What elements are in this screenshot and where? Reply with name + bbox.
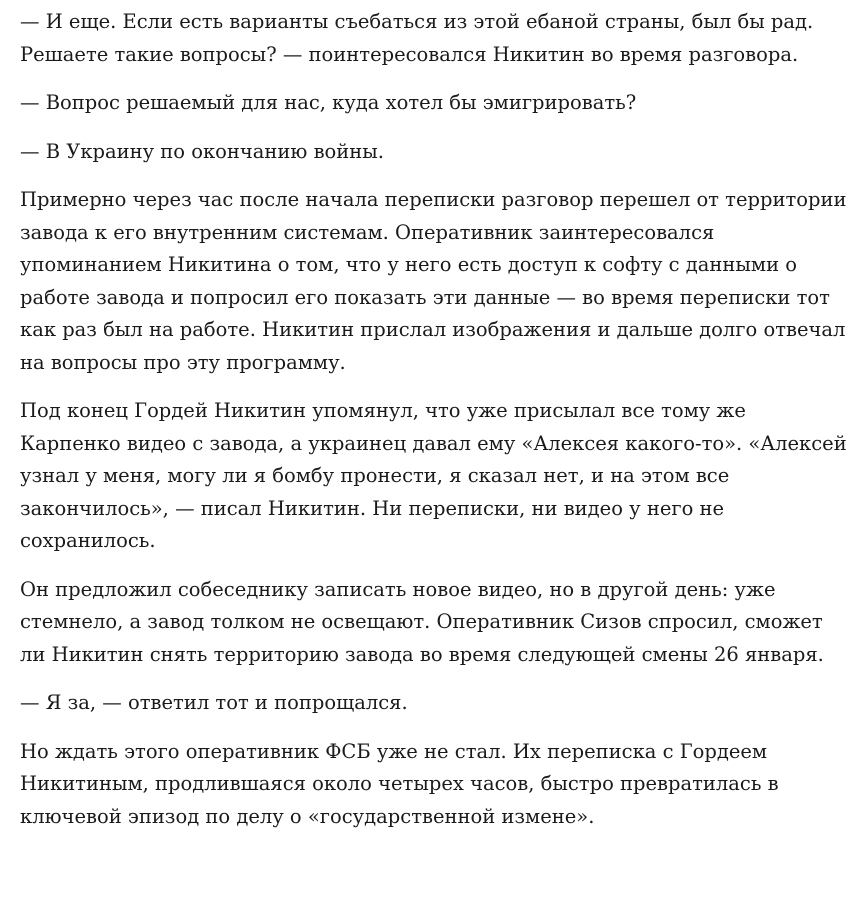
paragraph-internal-systems: Примерно через час после начала переписки разговор перешел от территории завода к его внутренним системам. Оперативник заинтересовался упоминанием Никитина о том, что у него есть доступ к софту с данными о работе завода и попросил его показать эти данные — во время переписки тот как раз был на работе. Никитин прислал изображения и дальше долго отвечал на вопросы про эту программу.	[20, 188, 847, 374]
paragraph-karpenko-video: Под конец Гордей Никитин упомянул, что уже присылал все тому же Карпенко видео с завода, а украинец давал ему «Алексея какого-то». «Алексей узнал у меня, могу ли я бомбу пронести, я сказал нет, и на этом все закончилось», — писал Никитин. Ни переписки, ни видео у него не сохранилось.	[20, 399, 847, 552]
paragraph-agreement: — Я за, — ответил тот и попрощался.	[20, 691, 408, 714]
paragraph-fsb-conclusion: Но ждать этого оперативник ФСБ уже не стал. Их переписка с Гордеем Никитиным, продлившаяся около четырех часов, быстро превратилась в ключевой эпизод по делу о «государственной измене».	[20, 739, 779, 828]
paragraph-emigration-question: — И еще. Если есть варианты съебаться из этой ебаной страны, был бы рад. Решаете такие вопросы? — поинтересовался Никитин во время разговора.	[20, 10, 814, 66]
paragraph-reply-where: — Вопрос решаемый для нас, куда хотел бы эмигрировать?	[20, 91, 637, 114]
article-body	[20, 6, 850, 849]
paragraph-reply-ukraine: — В Украину по окончанию войны.	[20, 139, 384, 163]
paragraph-new-video: Он предложил собеседнику записать новое видео, но в другой день: уже стемнело, а завод толком не освещают. Оперативник Сизов спросил, сможет ли Никитин снять территорию завода во время следующей смены 26 января.	[20, 577, 824, 666]
